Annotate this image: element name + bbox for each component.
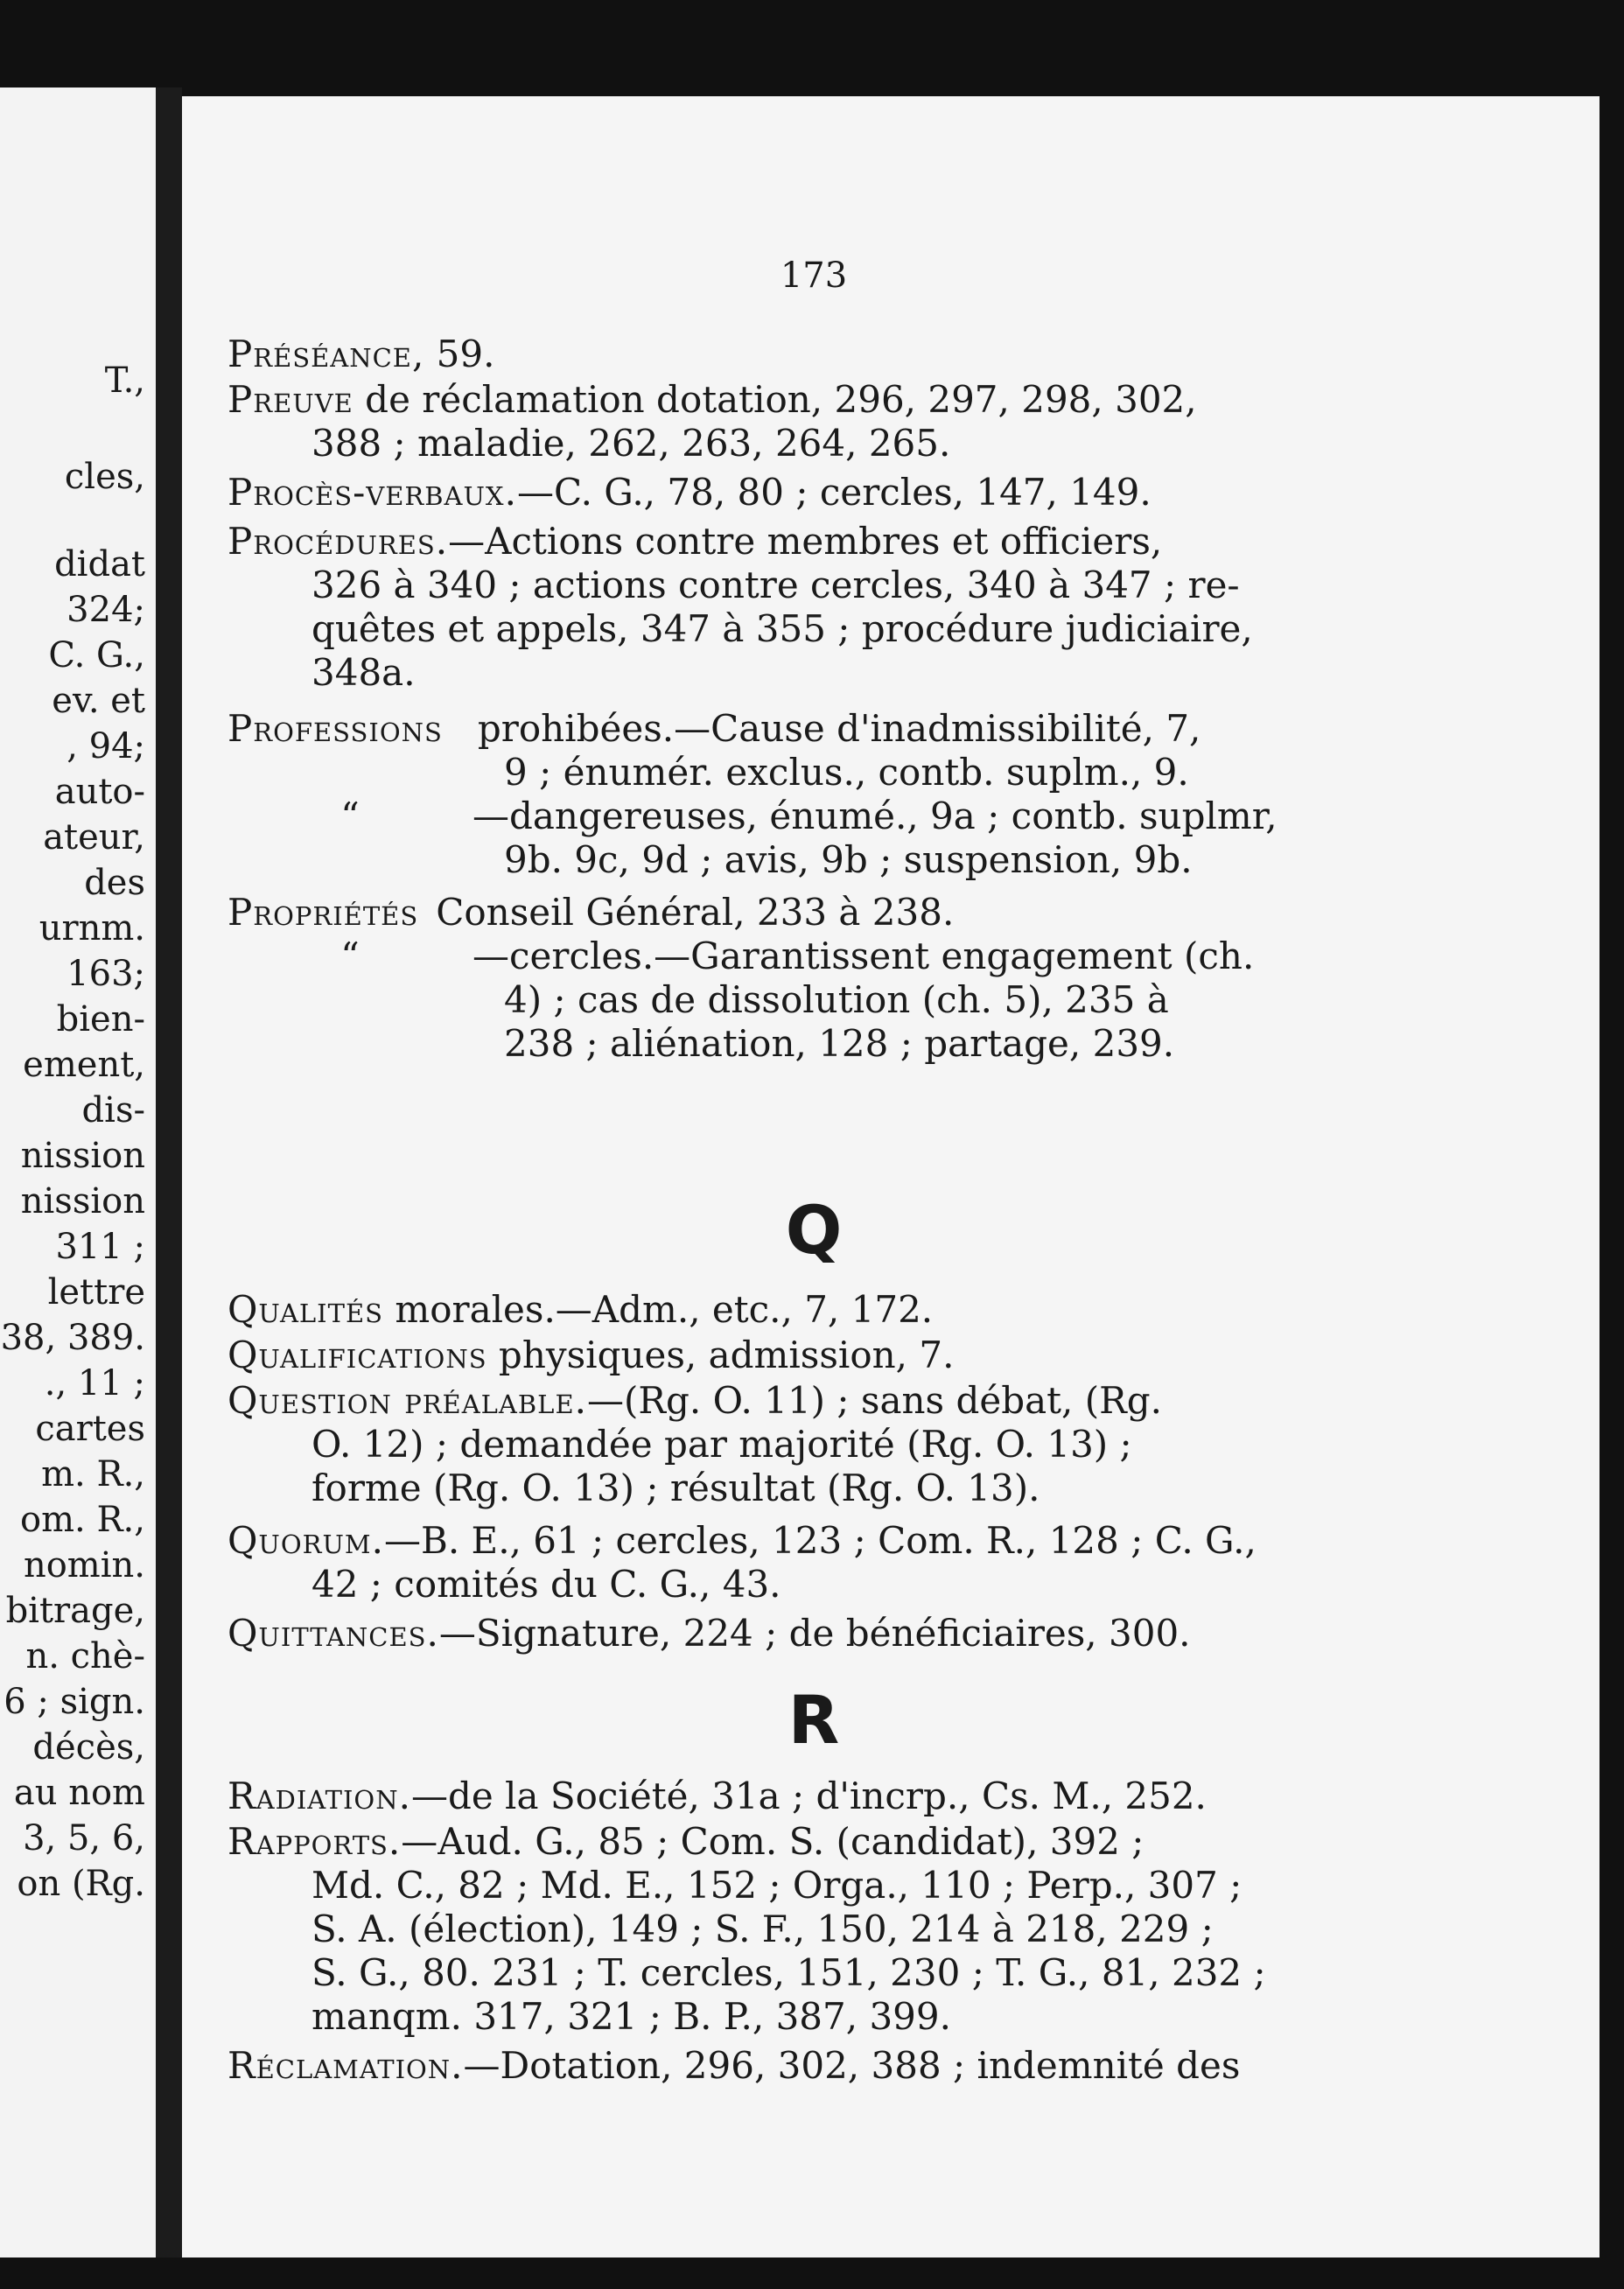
entry-head: Question préalable.: [228, 1379, 587, 1422]
entry-qualites: [228, 1288, 1400, 1332]
entry-text: 326 à 340 ; actions contre cercles, 340 à 347 ; re-: [312, 564, 1240, 606]
entry-text: morales.—Adm., etc., 7, 172.: [383, 1288, 934, 1331]
book-gutter: [156, 88, 182, 2258]
entry-text: —cercles.—Garantissent engagement (ch.: [472, 934, 1255, 977]
entry-text: Md. C., 82 ; Md. E., 152 ; Orga., 110 ; Perp., 307 ;: [312, 1864, 1242, 1907]
previous-page-fragment: 38, 389.: [0, 1318, 145, 1358]
entry-text: quêtes et appels, 347 à 355 ; procédure judiciaire,: [312, 607, 1253, 650]
entry-quittances: [228, 1612, 1400, 1656]
previous-page-fragment: nission: [20, 1136, 145, 1176]
previous-page-fragment: au nom: [13, 1773, 145, 1813]
entry-text: 388 ; maladie, 262, 263, 264, 265.: [312, 422, 951, 465]
entry-head: Quorum.: [228, 1519, 384, 1562]
previous-page-fragment: ateur,: [43, 817, 145, 858]
entry-rapports: [228, 1820, 1400, 2039]
section-letter-r: R: [788, 1681, 840, 1759]
entry-head: Preuve: [228, 378, 354, 421]
entry-text: physiques, admission, 7.: [486, 1334, 955, 1376]
entry-head: Préséance,: [228, 332, 425, 375]
previous-page-fragment: 6 ; sign.: [4, 1682, 145, 1722]
entry-text: 238 ; aliénation, 128 ; partage, 239.: [504, 1022, 1175, 1065]
entry-text: —Actions contre membres et officiers,: [448, 520, 1163, 563]
entry-head: Qualités: [228, 1288, 384, 1331]
entry-head: Radiation.: [228, 1774, 411, 1817]
previous-page-fragment: nission: [20, 1181, 145, 1222]
entry-procedures: [228, 520, 1400, 695]
previous-page-fragment: ev. et: [52, 681, 145, 721]
entry-head: Propriétés: [228, 891, 419, 934]
previous-page-fragment: cles,: [64, 457, 145, 497]
entry-text: 4) ; cas de dissolution (ch. 5), 235 à: [504, 978, 1169, 1021]
entry-text: S. G., 80. 231 ; T. cercles, 151, 230 ; T. G., 81, 232 ;: [312, 1951, 1266, 1994]
previous-page-fragment: auto-: [54, 772, 145, 812]
previous-page-fragment: lettre: [47, 1272, 145, 1312]
entry-text: —Aud. G., 85 ; Com. S. (candidat), 392 ;: [401, 1820, 1144, 1863]
ditto-mark: “: [340, 934, 360, 977]
entry-text: manqm. 317, 321 ; B. P., 387, 399.: [312, 1995, 951, 2038]
entry-text: Conseil Général, 233 à 238.: [436, 891, 955, 934]
page-number: 173: [780, 256, 848, 296]
previous-page-fragment: 324;: [66, 590, 145, 630]
entry-text: —B. E., 61 ; cercles, 123 ; Com. R., 128 ; C. G.,: [383, 1519, 1256, 1562]
entry-text: 9 ; énumér. exclus., contb. suplm., 9.: [504, 751, 1189, 794]
previous-page-fragment: nomin.: [23, 1545, 145, 1586]
entry-text: de réclamation dotation, 296, 297, 298, 302,: [353, 378, 1197, 421]
previous-page-fragment: ement,: [23, 1045, 145, 1085]
entry-head: Qualifications: [228, 1334, 487, 1376]
entry-text: 9b. 9c, 9d ; avis, 9b ; suspension, 9b.: [504, 838, 1193, 881]
entry-proprietes: [228, 891, 1400, 1066]
entry-qualifications: [228, 1334, 1400, 1377]
entry-text: S. A. (élection), 149 ; S. F., 150, 214 à 218, 229 ;: [312, 1908, 1214, 1950]
previous-page-fragment: 163;: [66, 954, 145, 994]
ditto-mark: “: [340, 794, 360, 837]
entry-preuve: [228, 378, 1400, 466]
entry-text: —dangereuses, énumé., 9a ; contb. suplmr,: [472, 794, 1278, 837]
section-letter-q: Q: [785, 1191, 843, 1269]
entry-reclamation: [228, 2044, 1400, 2088]
entry-text: —Signature, 224 ; de bénéficiaires, 300.: [438, 1612, 1191, 1655]
previous-page-fragment: C. G.,: [48, 635, 145, 676]
entry-professions: [228, 707, 1400, 882]
previous-page-fragment: 311 ;: [55, 1227, 145, 1267]
entry-head: Rapports.: [228, 1820, 402, 1863]
entry-question-prealable: [228, 1379, 1400, 1510]
entry-text: 59.: [424, 332, 495, 375]
entry-head: Procès-verbaux.: [228, 471, 517, 514]
previous-page-edge: [0, 88, 156, 2258]
index-page: [182, 96, 1600, 2258]
entry-text: 42 ; comités du C. G., 43.: [312, 1563, 781, 1606]
entry-head: Réclamation.: [228, 2044, 464, 2087]
entry-quorum: [228, 1519, 1400, 1606]
entry-text: —Dotation, 296, 302, 388 ; indemnité des: [463, 2044, 1241, 2087]
entry-text: —C. G., 78, 80 ; cercles, 147, 149.: [516, 471, 1152, 514]
previous-page-fragment: 3, 5, 6,: [23, 1818, 145, 1858]
previous-page-fragment: ., 11 ;: [44, 1363, 145, 1404]
previous-page-fragment: bitrage,: [5, 1591, 145, 1631]
entry-head: Procédures.: [228, 520, 449, 563]
entry-preseance: [228, 332, 1400, 376]
previous-page-fragment: des: [84, 863, 145, 903]
entry-radiation: [228, 1774, 1400, 1818]
previous-page-fragment: bien-: [56, 999, 145, 1040]
entry-text: 348a.: [312, 651, 416, 694]
previous-page-fragment: cartes: [35, 1409, 145, 1449]
entry-text: forme (Rg. O. 13) ; résultat (Rg. O. 13).: [312, 1466, 1040, 1509]
previous-page-fragment: dis-: [81, 1090, 145, 1130]
previous-page-fragment: T.,: [104, 360, 145, 401]
previous-page-fragment: m. R.,: [41, 1454, 145, 1494]
entry-text: prohibées.—Cause d'inadmissibilité, 7,: [477, 707, 1201, 750]
previous-page-fragment: , 94;: [66, 726, 145, 766]
entry-head: Professions: [228, 707, 443, 750]
previous-page-fragment: n. chè-: [25, 1636, 145, 1676]
entry-text: —(Rg. O. 11) ; sans débat, (Rg.: [586, 1379, 1162, 1422]
entry-proces-verbaux: [228, 471, 1400, 514]
entry-text: O. 12) ; demandée par majorité (Rg. O. 13) ;: [312, 1423, 1132, 1466]
previous-page-fragment: didat: [54, 544, 145, 584]
entry-head: Quittances.: [228, 1612, 439, 1655]
previous-page-fragment: décès,: [32, 1727, 145, 1768]
previous-page-fragment: om. R.,: [20, 1500, 145, 1540]
previous-page-fragment: urnm.: [38, 908, 145, 948]
previous-page-fragment: on (Rg.: [17, 1864, 145, 1904]
entry-text: —de la Société, 31a ; d'incrp., Cs. M., 252.: [410, 1774, 1207, 1817]
